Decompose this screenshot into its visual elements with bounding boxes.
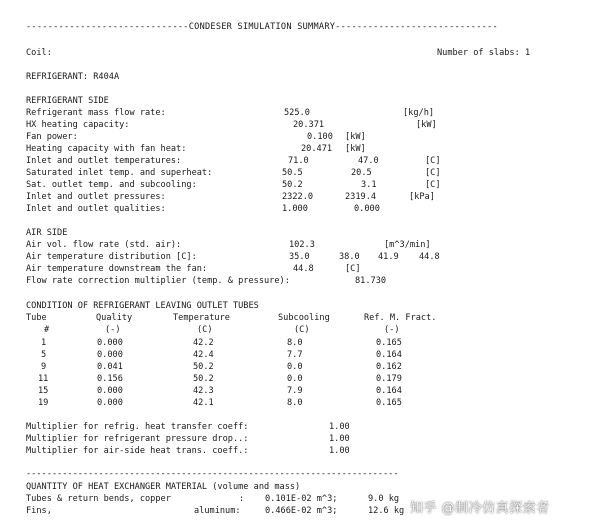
- refrigerant-side-heading: REFRIGERANT SIDE: [26, 96, 109, 106]
- ref-row-value-1: 0.100: [307, 132, 333, 142]
- air-downstream-unit: [C]: [345, 264, 361, 274]
- table-cell: 9: [41, 362, 47, 372]
- ref-row-unit: [C]: [425, 156, 441, 166]
- multiplier-value: 1.00: [329, 422, 350, 432]
- ref-row-label: Inlet and outlet pressures:: [26, 192, 166, 202]
- ref-row-label: Saturated inlet temp. and superheat:: [26, 168, 213, 178]
- table-cell: 15: [38, 386, 49, 396]
- flow-correction-value: 81.730: [355, 276, 387, 286]
- header-rule-right: ------------------------------: [335, 22, 498, 32]
- ref-row-label: Fan power:: [26, 132, 78, 142]
- table-cell: 50.2: [193, 362, 214, 372]
- air-flow-value: 102.3: [289, 240, 315, 250]
- ref-row-label: Refrigerant mass flow rate:: [26, 108, 166, 118]
- material-volume: 0.101E-02 m^3;: [265, 494, 338, 504]
- material-mass: 9.0 kg: [368, 494, 400, 504]
- table-cell: 0.041: [97, 362, 123, 372]
- ref-row-value-1: 20.371: [293, 120, 325, 130]
- ref-row-unit: [kPa]: [409, 192, 435, 202]
- table-cell: 8.0: [287, 398, 303, 408]
- table-cell: 42.3: [193, 386, 214, 396]
- header-line: [26, 22, 498, 33]
- ref-row-value-1: 525.0: [284, 108, 310, 118]
- ref-row-label: Heating capacity with fan heat:: [26, 144, 187, 154]
- air-flow-unit: [m^3/min]: [384, 240, 431, 250]
- table-cell: 19: [38, 398, 49, 408]
- coil-label: Coil:: [26, 48, 52, 58]
- ref-row-unit: [kW]: [345, 144, 366, 154]
- ref-row-value-2: 3.1: [361, 180, 377, 190]
- flow-correction-label: Flow rate correction multiplier (temp. & pressure):: [26, 276, 290, 286]
- multiplier-label: Multiplier for refrigerant pressure drop..:: [26, 434, 249, 444]
- multiplier-label: Multiplier for refrig. heat transfer coeff:: [26, 422, 249, 432]
- table-cell: 0.000: [97, 386, 123, 396]
- table-cell: 0.162: [376, 362, 402, 372]
- multiplier-label: Multiplier for air-side heat trans. coeff.:: [26, 446, 249, 456]
- table-cell: 0.0: [287, 362, 303, 372]
- material-label: Fins,: [26, 506, 52, 516]
- table-cell: 5: [41, 350, 47, 360]
- condition-col-header: Temperature: [173, 313, 230, 323]
- ref-row-label: Sat. outlet temp. and subcooling:: [26, 180, 197, 190]
- table-cell: 42.2: [193, 338, 214, 348]
- ref-row-unit: [C]: [425, 168, 441, 178]
- ref-row-unit: [kW]: [416, 120, 437, 130]
- table-cell: 11: [38, 374, 49, 384]
- multiplier-value: 1.00: [329, 446, 350, 456]
- condition-col-unit: (C): [294, 325, 310, 335]
- table-cell: 0.165: [376, 338, 402, 348]
- refrigerant-type: REFRIGERANT: R404A: [26, 72, 120, 82]
- ref-row-unit: [kg/h]: [403, 108, 435, 118]
- air-flow-label: Air vol. flow rate (std. air):: [26, 240, 182, 250]
- air-dist-value-2: 38.0: [339, 252, 360, 262]
- table-cell: 0.000: [97, 338, 123, 348]
- ref-row-value-1: 2322.0: [282, 192, 314, 202]
- air-side-heading: AIR SIDE: [26, 228, 68, 238]
- air-downstream-label: Air temperature downstream the fan:: [26, 264, 208, 274]
- material-mass: 12.6 kg: [368, 506, 405, 516]
- condition-col-header: Tube: [26, 313, 47, 323]
- table-cell: 0.000: [97, 350, 123, 360]
- table-cell: 50.2: [193, 374, 214, 384]
- ref-row-value-1: 1.000: [282, 204, 308, 214]
- table-cell: 42.1: [193, 398, 214, 408]
- material-label: Tubes & return bends, copper: [26, 494, 171, 504]
- condition-col-header: Ref. M. Fract.: [364, 313, 437, 323]
- table-cell: 0.164: [376, 350, 402, 360]
- ref-row-value-2: 2319.4: [345, 192, 377, 202]
- air-downstream-value: 44.8: [293, 264, 314, 274]
- table-cell: 1: [41, 338, 47, 348]
- ref-row-value-1: 20.471: [301, 144, 333, 154]
- ref-row-value-2: 47.0: [358, 156, 379, 166]
- material-volume: 0.466E-02 m^3;: [265, 506, 338, 516]
- ref-row-unit: [kW]: [345, 132, 366, 142]
- ref-row-label: Inlet and outlet qualities:: [26, 204, 166, 214]
- air-dist-label: Air temperature distribution [C]:: [26, 252, 197, 262]
- material-separator: :: [239, 494, 245, 504]
- slab-count: Number of slabs: 1: [437, 48, 531, 58]
- air-dist-value-3: 41.9: [378, 252, 399, 262]
- table-cell: 0.0: [287, 374, 303, 384]
- table-cell: 0.156: [97, 374, 123, 384]
- condition-col-unit: (-): [105, 325, 121, 335]
- material-separator: aluminum:: [194, 506, 241, 516]
- quantity-heading: QUANTITY OF HEAT EXCHANGER MATERIAL (volume and mass): [26, 482, 301, 492]
- ref-row-value-1: 50.5: [282, 168, 303, 178]
- condition-col-unit: (C): [197, 325, 213, 335]
- ref-row-value-2: 20.5: [351, 168, 372, 178]
- table-cell: 7.7: [287, 350, 303, 360]
- ref-row-value-1: 50.2: [282, 180, 303, 190]
- ref-row-value-2: 0.000: [354, 204, 380, 214]
- table-cell: 8.0: [287, 338, 303, 348]
- condition-heading: CONDITION OF REFRIGERANT LEAVING OUTLET TUBES: [26, 301, 259, 311]
- condition-col-unit: (-): [384, 325, 400, 335]
- table-cell: 0.165: [376, 398, 402, 408]
- table-cell: 0.164: [376, 386, 402, 396]
- ref-row-unit: [C]: [425, 180, 441, 190]
- multiplier-value: 1.00: [329, 434, 350, 444]
- air-dist-value-4: 44.8: [419, 252, 440, 262]
- table-cell: 0.000: [97, 398, 123, 408]
- air-dist-value-1: 35.0: [289, 252, 310, 262]
- page-title: CONDESER SIMULATION SUMMARY: [188, 22, 336, 32]
- table-cell: 42.4: [193, 350, 214, 360]
- ref-row-label: HX heating capacity:: [26, 120, 130, 130]
- condition-col-header: Subcooling: [278, 313, 330, 323]
- ref-row-label: Inlet and outlet temperatures:: [26, 156, 182, 166]
- ref-row-value-1: 71.0: [288, 156, 309, 166]
- condition-col-unit: #: [44, 325, 50, 335]
- watermark: 知乎 @制冷仿真探索者: [410, 501, 550, 516]
- header-rule-left: ------------------------------: [26, 22, 189, 32]
- divider-rule: ------------------------------------------------------------------------: [26, 469, 399, 479]
- table-cell: 7.9: [287, 386, 303, 396]
- table-cell: 0.179: [376, 374, 402, 384]
- condition-col-header: Quality: [96, 313, 133, 323]
